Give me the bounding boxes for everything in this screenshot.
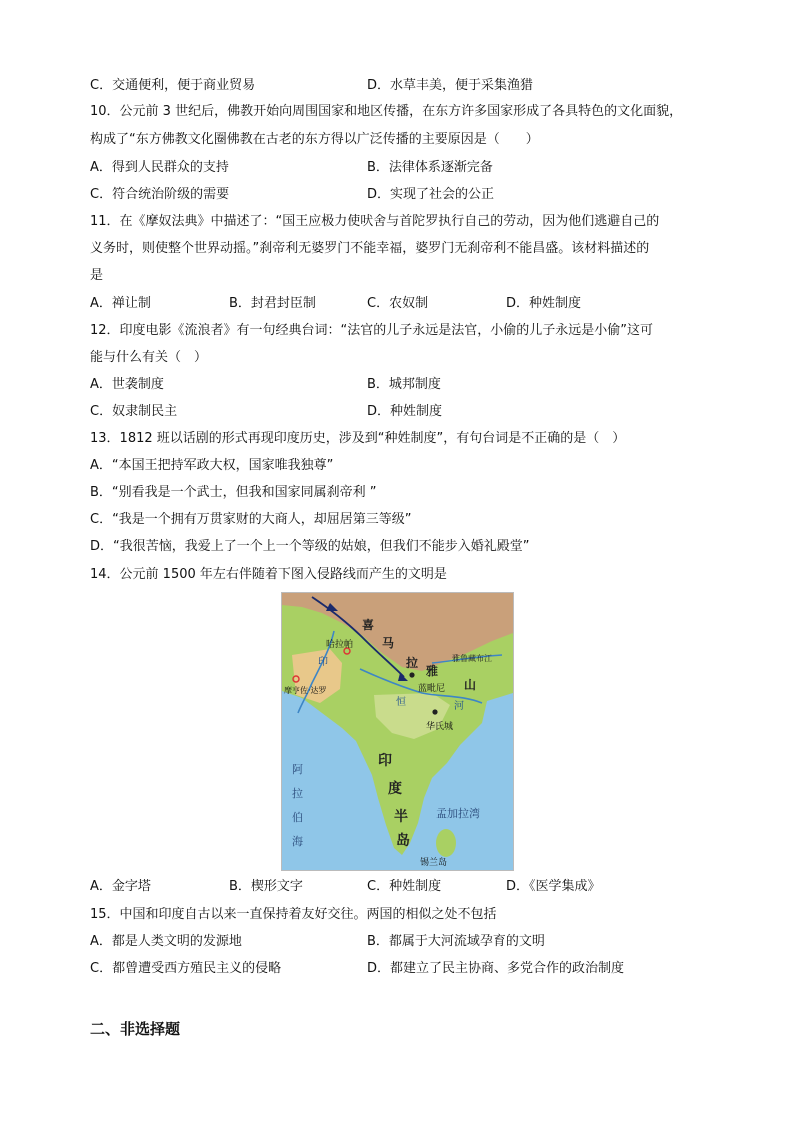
- map-label-harappa: 哈拉帕: [326, 640, 354, 650]
- q14-option-b[interactable]: B．楔形文字: [229, 879, 303, 894]
- ceylon-island: [436, 829, 456, 857]
- q12-option-a[interactable]: A．世袭制度: [90, 377, 164, 392]
- map-label-lumbini: 蓝毗尼: [418, 684, 446, 694]
- q14-option-c[interactable]: C．种姓制度: [367, 879, 442, 894]
- map-label-ceylon: 锡兰岛: [420, 858, 448, 868]
- ancient-india-map: [281, 592, 514, 871]
- map-label-arabian-3: 伯: [292, 811, 303, 824]
- map-label-he: 河: [454, 701, 464, 712]
- q11-option-d[interactable]: D．种姓制度: [506, 296, 582, 311]
- q13-option-c[interactable]: C．“我是一个拥有万贯家财的大商人，却屈居第三等级”: [90, 512, 412, 527]
- q10-option-c[interactable]: C．符合统治阶级的需要: [90, 187, 230, 202]
- q10-option-a[interactable]: A．得到人民群众的支持: [90, 160, 229, 175]
- map-label-peninsula-4: 岛: [396, 833, 410, 849]
- q11-option-a[interactable]: A．禅让制: [90, 296, 151, 311]
- map-label-heng: 恒: [396, 697, 406, 708]
- q12-option-d[interactable]: D．种姓制度: [367, 404, 443, 419]
- q15-option-d[interactable]: D．都建立了民主协商、多党合作的政治制度: [367, 961, 625, 976]
- map-label-ya: 雅: [426, 664, 439, 678]
- q10-option-b[interactable]: B．法律体系逐渐完备: [367, 160, 493, 175]
- map-label-brahmaputra: 雅鲁藏布江: [452, 654, 492, 663]
- map-label-mohenjo: 摩亨佐·达罗: [284, 686, 327, 695]
- q12-stem-1: 12．印度电影《流浪者》有一句经典台词：“法官的儿子永远是法官，小偷的儿子永远是小偷”这可: [90, 323, 654, 338]
- map-label-arabian-2: 拉: [292, 787, 303, 800]
- q10-stem-1: 10．公元前 3 世纪后，佛教开始向周围国家和地区传播，在东方许多国家形成了各具特色的文化面貌，: [90, 104, 683, 119]
- q10-stem-2: 构成了“东方佛教文化圈佛教在古老的东方得以广泛传播的主要原因是（ ）: [90, 132, 539, 147]
- q15-stem-1: 15．中国和印度自古以来一直保持着友好交往。两国的相似之处不包括: [90, 907, 497, 922]
- section-title: 二、非选择题: [90, 1020, 181, 1038]
- q15-option-a[interactable]: A．都是人类文明的发源地: [90, 934, 242, 949]
- q14-option-d[interactable]: D．《医学集成》: [506, 879, 601, 894]
- map-label-pataliputra: 华氏城: [426, 722, 454, 732]
- q15-option-c[interactable]: C．都曾遭受西方殖民主义的侵略: [90, 961, 282, 976]
- map-label-peninsula-3: 半: [394, 809, 408, 825]
- q10-option-d[interactable]: D．实现了社会的公正: [367, 187, 495, 202]
- q12-stem-2: 能与什么有关（ ）: [90, 350, 208, 365]
- map-label-peninsula-2: 度: [388, 781, 402, 797]
- q15-option-b[interactable]: B．都属于大河流域孕育的文明: [367, 934, 545, 949]
- map-svg: [282, 593, 513, 870]
- map-label-peninsula-1: 印: [378, 753, 392, 769]
- map-label-ma: 马: [382, 636, 395, 650]
- q11-option-b[interactable]: B．封君封臣制: [229, 296, 316, 311]
- q13-option-a[interactable]: A．“本国王把持军政大权，国家唯我独尊”: [90, 458, 334, 473]
- map-label-bengal: 孟加拉湾: [436, 807, 480, 820]
- q11-option-c[interactable]: C．农奴制: [367, 296, 429, 311]
- q9-option-c[interactable]: C．交通便利，便于商业贸易: [90, 78, 256, 93]
- map-label-arabian-4: 海: [292, 835, 303, 848]
- q13-option-b[interactable]: B．“别看我是一个武士，但我和国家同属刹帝利 ”: [90, 485, 377, 500]
- lumbini-marker: [409, 672, 414, 677]
- q13-option-d[interactable]: D．“我很苦恼，我爱上了一个上一个等级的姑娘，但我们不能步入婚礼殿堂”: [90, 539, 530, 554]
- map-label-arabian-1: 阿: [292, 763, 303, 776]
- map-label-shan: 山: [464, 678, 477, 692]
- q14-option-a[interactable]: A．金字塔: [90, 879, 151, 894]
- q14-stem-1: 14．公元前 1500 年左右伴随着下图入侵路线而产生的文明是: [90, 567, 447, 582]
- pataliputra-marker: [432, 709, 437, 714]
- map-label-indus: 印: [318, 657, 328, 668]
- q9-option-d[interactable]: D．水草丰美，便于采集渔猎: [367, 78, 534, 93]
- q11-stem-3: 是: [90, 268, 104, 283]
- map-label-xi: 喜: [362, 618, 375, 632]
- q12-option-c[interactable]: C．奴隶制民主: [90, 404, 178, 419]
- map-label-la: 拉: [406, 656, 419, 670]
- q13-stem-1: 13．1812 班以话剧的形式再现印度历史，涉及到“种姓制度”，有句台词是不正确的是（ ）: [90, 431, 626, 446]
- q11-stem-1: 11．在《摩奴法典》中描述了：“国王应极力使吠舍与首陀罗执行自己的劳动，因为他们逃避自己的: [90, 214, 660, 229]
- q11-stem-2: 义务时，则使整个世界动摇。”刹帝利无婆罗门不能幸福，婆罗门无刹帝利不能昌盛。该材料描述的: [90, 241, 650, 256]
- q12-option-b[interactable]: B．城邦制度: [367, 377, 441, 392]
